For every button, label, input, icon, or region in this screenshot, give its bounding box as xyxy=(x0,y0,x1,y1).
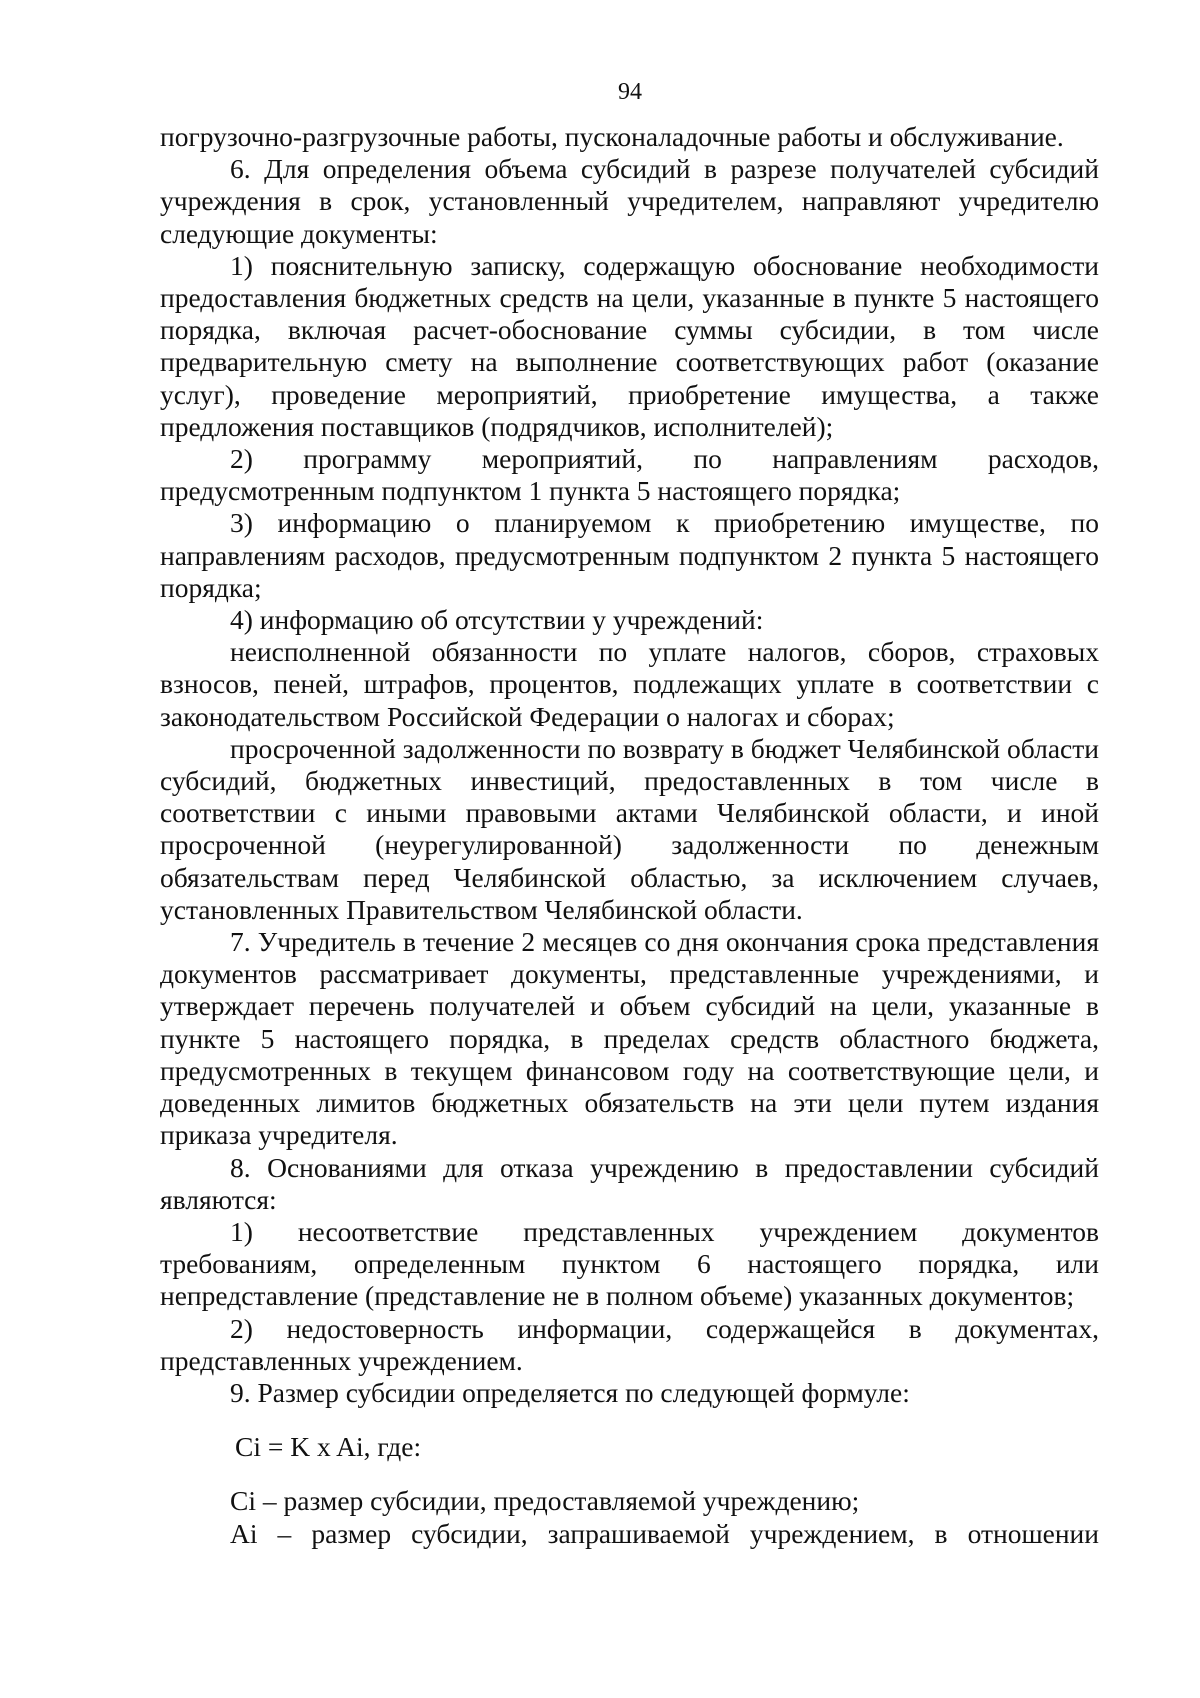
paragraph-overdue-debt: просроченной задолженности по возврату в бюджет Челябинской области субсидий, бюджетных инвестиций, предоставленных в том числе в соответствии с иными правовыми актами Челябинской области, и иной просроченной (неурегулированной) задолженности по денежным обязательствам перед Челябинской областью, за исключением случаев, установленных Правительством Челябинской области. xyxy=(160,732,1099,925)
paragraph-subitem-1: 1) пояснительную записку, содержащую обоснование необходимости предоставления бюджетных средств на цели, указанные в пункте 5 настоящего порядка, включая расчет-обоснование суммы субсидии, в том числе предварительную смету на выполнение соответствующих работ (оказание услуг), проведение мероприятий, приобретение имущества, а также предложения поставщиков (подрядчиков, исполнителей); xyxy=(160,249,1099,442)
paragraph-subitem-4: 4) информацию об отсутствии у учреждений: xyxy=(230,604,764,636)
paragraph-continuation: погрузочно-разгрузочные работы, пусконаладочные работы и обслуживание. xyxy=(160,121,1064,152)
formula: Ci = K x Ai, где: xyxy=(235,1431,422,1463)
paragraph-subitem-2: 2) программу мероприятий, по направлениям расходов, предусмотренным подпунктом 1 пункта 5 настоящего порядка; xyxy=(160,443,1099,507)
document-body xyxy=(160,121,1099,1550)
paragraph-item-6: 6. Для определения объема субсидий в разрезе получателей субсидий учреждения в срок, установленный учредителем, направляют учредителю следующие документы: xyxy=(160,153,1099,249)
paragraph-item-8: 8. Основаниями для отказа учреждению в предоставлении субсидий являются: xyxy=(160,1151,1099,1215)
paragraph-tax-obligations: неисполненной обязанности по уплате налогов, сборов, страховых взносов, пеней, штрафов, процентов, подлежащих уплате в соответствии с законодательством Российской Федерации о налогах и сборах; xyxy=(160,636,1099,732)
page-number: 94 xyxy=(618,79,642,105)
paragraph-subitem-3: 3) информацию о планируемом к приобретению имуществе, по направлениям расходов, предусмотренным подпунктом 2 пункта 5 настоящего порядка; xyxy=(160,507,1099,603)
paragraph-item-7: 7. Учредитель в течение 2 месяцев со дня окончания срока представления документов рассматривает документы, представленные учреждениями, и утверждает перечень получателей и объем субсидий на цели, указанные в пункте 5 настоящего порядка, в пределах средств областного бюджета, предусмотренных в текущем финансовом году на соответствующие цели, и доведенных лимитов бюджетных обязательств на эти цели путем издания приказа учредителя. xyxy=(160,926,1099,1151)
formula-definition-ci: Ci – размер субсидии, предоставляемой учреждению; xyxy=(230,1485,860,1517)
paragraph-item-9: 9. Размер субсидии определяется по следующей формуле: xyxy=(230,1376,910,1408)
paragraph-refusal-reason-1: 1) несоответствие представленных учреждением документов требованиям, определенным пунктом 6 настоящего порядка, или непредставление (представление не в полном объеме) указанных документов; xyxy=(160,1215,1099,1312)
paragraph-refusal-reason-2: 2) недостоверность информации, содержащейся в документах, представленных учреждением. xyxy=(160,1312,1099,1376)
formula-definition-ai: Ai – размер субсидии, запрашиваемой учреждением, в отношении xyxy=(230,1517,1099,1549)
